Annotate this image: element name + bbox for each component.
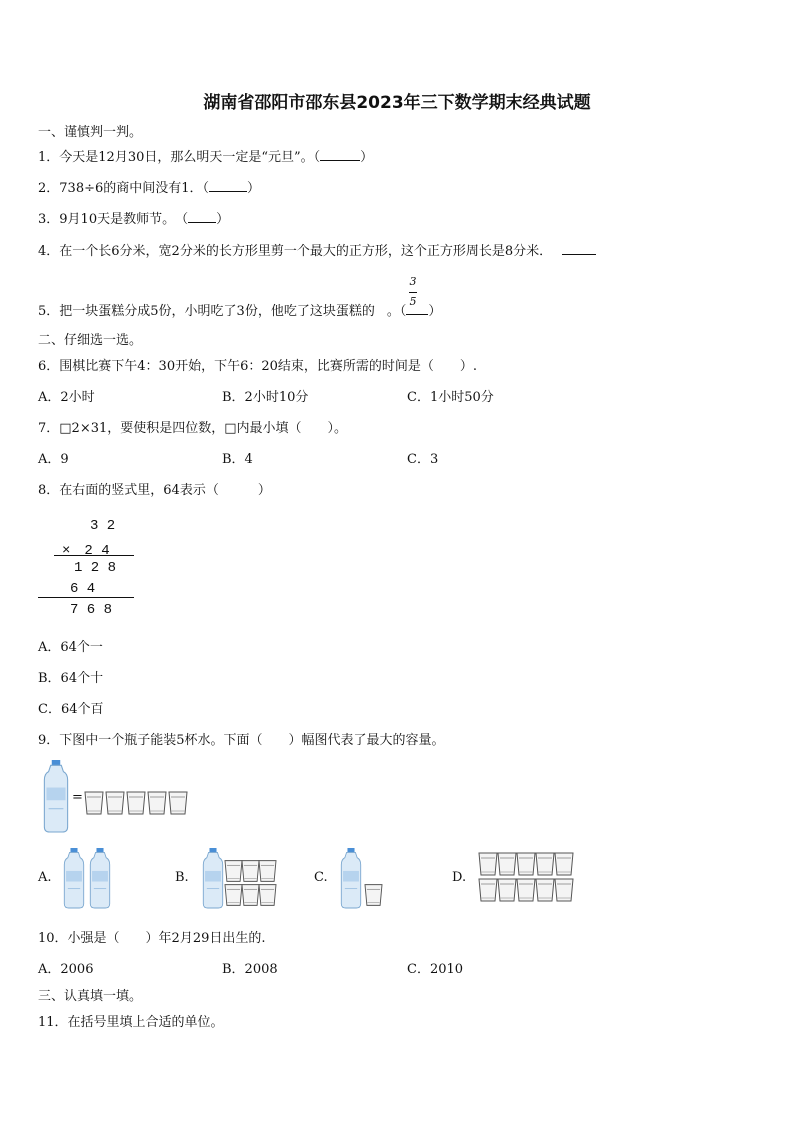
question-10: 10．小强是（ ）年2月29日出生的. [38,931,266,946]
cup-icon [242,860,259,882]
question-2-close: ） [247,181,261,196]
cup-icon [259,884,276,906]
q7-option-a[interactable]: A．9 [38,452,69,467]
question-7: 7．□2×31，要使积是四位数，□内最小填（ ）。 [38,421,348,436]
question-3 [38,208,229,227]
cup-icon [479,879,497,901]
answer-blank[interactable] [562,242,596,255]
question-4-text: 4．在一个长6分米，宽2分米的长方形里剪一个最大的正方形，这个正方形周长是8分米． [38,244,553,259]
water-bottle-icon [62,848,86,908]
q8-option-c[interactable]: C．64个百 [38,702,104,717]
page-title: 湖南省邵阳市邵东县2023年三下数学期末经典试题 [203,93,591,113]
question-5-close: ） [428,304,442,319]
cup-icon [536,853,554,875]
cup-icon [555,853,573,875]
cup-icon [225,860,242,882]
q6-option-c[interactable]: C．1小时50分 [407,390,494,405]
cup-icon [517,853,535,875]
cup-icon [365,884,382,906]
question-1-close: ） [360,150,374,165]
fraction-bar [409,292,417,293]
question-3-text: 3．9月10天是教师节。 （ [38,212,189,227]
cup-icon [127,792,147,816]
cup-icon [259,860,276,882]
water-bottle-icon [339,848,363,908]
fraction-numerator: 3 [409,275,417,288]
vertical-multiplicand: 3 2 [90,518,116,534]
section-heading-2: 二、仔细选一选。 [38,333,143,348]
q10-option-c[interactable]: C．2010 [407,962,464,977]
question-1 [38,146,373,165]
cup-icon [555,879,573,901]
q7-option-b[interactable]: B．4 [222,452,253,467]
vertical-product: 7 6 8 [70,602,113,618]
cup-icon [169,792,189,816]
answer-blank[interactable] [320,148,360,161]
q10-option-b[interactable]: B．2008 [222,962,278,977]
question-5 [38,300,441,319]
q8-option-a[interactable]: A．64个一 [38,640,103,655]
cup-icon [106,792,126,816]
vertical-rule-1 [54,555,134,556]
q9-option-b[interactable]: B. [175,870,189,885]
section-heading-1: 一、谨慎判一判。 [38,125,143,140]
question-4 [38,240,596,259]
vertical-rule-2 [38,597,134,598]
cup-icon [225,884,242,906]
cup-icon [517,879,535,901]
question-2-text: 2．738÷6的商中间没有1．（ [38,181,210,196]
water-bottle-icon [38,760,74,832]
question-3-close: ） [216,212,230,227]
vertical-partial-2: 6 4 [70,581,96,597]
question-11: 11．在括号里填上合适的单位。 [38,1015,224,1030]
vertical-multiplier: × 2 4 [62,543,110,559]
q8-option-b[interactable]: B．64个十 [38,671,104,686]
question-6: 6．围棋比赛下午4：30开始，下午6：20结束，比赛所需的时间是（ ）. [38,359,478,374]
q10-option-a[interactable]: A．2006 [38,962,94,977]
question-1-text: 1．今天是12月30日，那么明天一定是“元旦”。（ [38,150,321,165]
question-5-end: 。（ [386,304,407,319]
answer-blank[interactable] [209,179,247,192]
cup-icon [479,853,497,875]
q7-option-c[interactable]: C．3 [407,452,439,467]
q9-option-a[interactable]: A. [38,870,52,885]
q6-option-a[interactable]: A．2小时 [38,390,95,405]
question-8: 8．在右面的竖式里，64表示（ ） [38,483,271,498]
cup-icon [242,884,259,906]
q9-option-d[interactable]: D. [452,870,467,885]
cup-icon [536,879,554,901]
water-bottle-icon [201,848,225,908]
cup-icon [498,879,516,901]
q9-option-c[interactable]: C. [314,870,328,885]
equals-sign: = [72,790,83,805]
water-bottle-icon [88,848,112,908]
q6-option-b[interactable]: B．2小时10分 [222,390,309,405]
vertical-partial-1: 1 2 8 [74,560,117,576]
question-9: 9．下图中一个瓶子能装5杯水。下面（ ）幅图代表了最大的容量。 [38,733,445,748]
cup-icon [148,792,168,816]
question-2 [38,177,260,196]
cup-icon [498,853,516,875]
question-5-text: 5．把一块蛋糕分成5份，小明吃了3份，他吃了这块蛋糕的 [38,304,375,319]
section-heading-3: 三、认真填一填。 [38,989,143,1004]
answer-blank[interactable] [188,210,216,223]
fraction-denominator: 5 [409,295,417,308]
cup-icon [85,792,105,816]
